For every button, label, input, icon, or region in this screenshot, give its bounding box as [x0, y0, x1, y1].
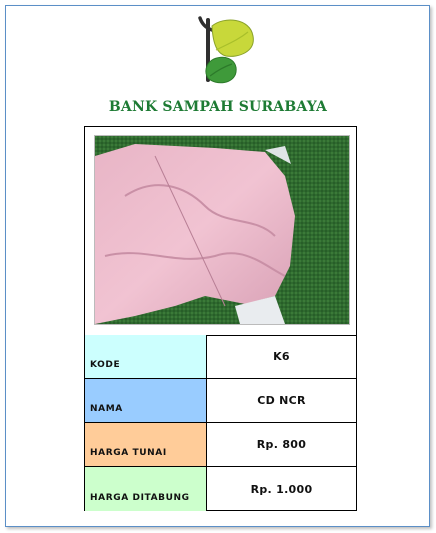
page-title: BANK SAMPAH SURABAYA	[108, 99, 328, 115]
table-row-harga-tunai	[85, 423, 356, 467]
nama-value: CD NCR	[257, 394, 306, 407]
nama-label: NAMA	[85, 379, 207, 422]
harga-ditabung-value: Rp. 1.000	[250, 482, 313, 496]
table-row-harga-ditabung	[85, 467, 356, 511]
harga-tunai-label: HARGA TUNAI	[85, 423, 207, 466]
item-photo	[94, 135, 350, 325]
table-row-nama	[85, 379, 356, 423]
butterfly-leaf-logo	[186, 14, 258, 88]
harga-ditabung-label: HARGA DITABUNG	[85, 467, 207, 511]
table-row-kode	[85, 335, 356, 379]
item-table	[84, 126, 357, 511]
kode-label: KODE	[85, 335, 207, 378]
photo-cell	[85, 127, 356, 336]
kode-value: K6	[273, 350, 290, 363]
harga-tunai-value: Rp. 800	[256, 438, 307, 451]
